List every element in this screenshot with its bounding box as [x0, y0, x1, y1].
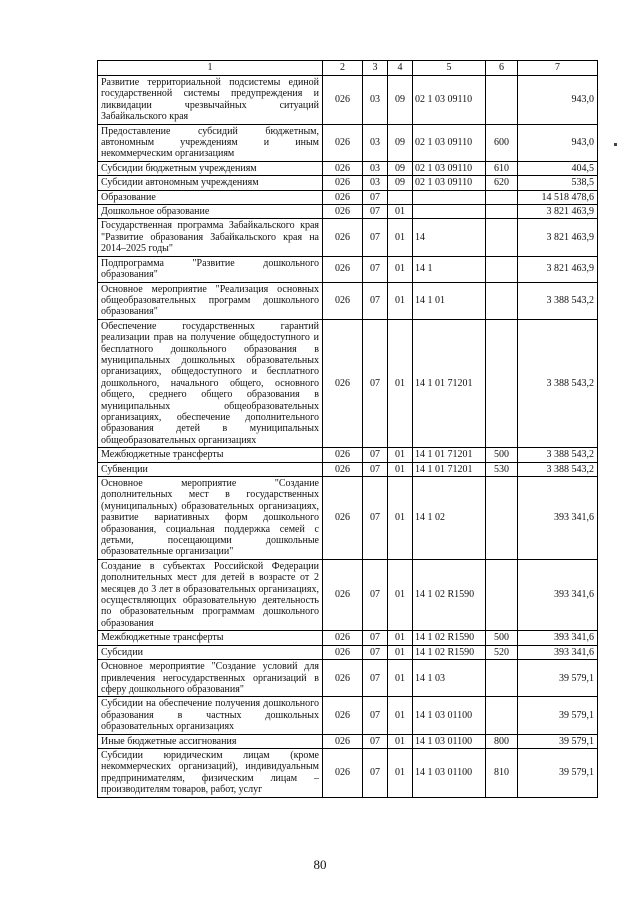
- row-amount: 393 341,6: [518, 477, 598, 560]
- row-target-article: 14 1 02 R1590: [413, 559, 486, 630]
- row-grbs-code: 026: [323, 462, 363, 476]
- table-row: [98, 462, 598, 476]
- table-row: [98, 748, 598, 797]
- row-amount: 943,0: [518, 124, 598, 161]
- row-amount: 393 341,6: [518, 645, 598, 659]
- row-section-code: 07: [363, 477, 388, 560]
- row-target-article: 14 1 01 71201: [413, 462, 486, 476]
- header-col-1: 1: [98, 61, 323, 76]
- row-subsection-code: 01: [388, 697, 413, 734]
- row-grbs-code: 026: [323, 660, 363, 697]
- row-subsection-code: 01: [388, 631, 413, 645]
- row-subsection-code: 01: [388, 748, 413, 797]
- row-name: Развитие территориальной подсистемы единой государственной системы предупреждения и ликвидации чрезвычайных ситуаций Забайкальского края: [98, 76, 323, 125]
- table-row: [98, 124, 598, 161]
- row-expense-type: [486, 219, 518, 256]
- row-subsection-code: 09: [388, 161, 413, 175]
- row-name: Основное мероприятие "Создание дополнительных мест в государственных (муниципальных) образовательных организациях, развитие вариативных форм дошкольного образования, социальная поддержка семей с детьми, посещающими дошкольные образовательные организации": [98, 477, 323, 560]
- header-col-4: 4: [388, 61, 413, 76]
- row-grbs-code: 026: [323, 161, 363, 175]
- row-grbs-code: 026: [323, 477, 363, 560]
- row-target-article: 14 1 01 71201: [413, 448, 486, 462]
- row-grbs-code: 026: [323, 205, 363, 219]
- row-grbs-code: 026: [323, 448, 363, 462]
- row-amount: 538,5: [518, 176, 598, 190]
- row-grbs-code: 026: [323, 256, 363, 282]
- row-section-code: 07: [363, 660, 388, 697]
- row-name: Субсидии на обеспечение получения дошкольного образования в частных дошкольных образовательных организациях: [98, 697, 323, 734]
- table-row: [98, 477, 598, 560]
- row-section-code: 03: [363, 76, 388, 125]
- row-grbs-code: 026: [323, 697, 363, 734]
- row-grbs-code: 026: [323, 124, 363, 161]
- row-amount: 943,0: [518, 76, 598, 125]
- row-amount: 404,5: [518, 161, 598, 175]
- header-row: [98, 61, 598, 76]
- row-name: Государственная программа Забайкальского края "Развитие образования Забайкальского края на 2014–2025 годы": [98, 219, 323, 256]
- row-subsection-code: 01: [388, 205, 413, 219]
- row-target-article: 14 1 02 R1590: [413, 631, 486, 645]
- row-target-article: 14 1 03 01100: [413, 697, 486, 734]
- row-target-article: 14 1 03 01100: [413, 748, 486, 797]
- row-amount: 39 579,1: [518, 660, 598, 697]
- row-subsection-code: 01: [388, 462, 413, 476]
- row-amount: 3 821 463,9: [518, 256, 598, 282]
- row-section-code: 07: [363, 645, 388, 659]
- row-name: Межбюджетные трансферты: [98, 448, 323, 462]
- row-name: Образование: [98, 190, 323, 204]
- row-target-article: 14 1 03: [413, 660, 486, 697]
- row-expense-type: [486, 319, 518, 447]
- row-subsection-code: 01: [388, 319, 413, 447]
- table-body: [98, 76, 598, 798]
- row-expense-type: 620: [486, 176, 518, 190]
- row-expense-type: [486, 697, 518, 734]
- table-row: [98, 697, 598, 734]
- row-name: Межбюджетные трансферты: [98, 631, 323, 645]
- table-row: [98, 559, 598, 630]
- row-section-code: 07: [363, 219, 388, 256]
- row-target-article: 02 1 03 09110: [413, 161, 486, 175]
- row-name: Субсидии: [98, 645, 323, 659]
- header-col-5: 5: [413, 61, 486, 76]
- table-row: [98, 319, 598, 447]
- table-row: [98, 256, 598, 282]
- row-target-article: 14 1 01 71201: [413, 319, 486, 447]
- row-expense-type: 530: [486, 462, 518, 476]
- row-amount: 3 388 543,2: [518, 282, 598, 319]
- row-target-article: 02 1 03 09110: [413, 176, 486, 190]
- row-section-code: 07: [363, 697, 388, 734]
- row-target-article: 14 1 03 01100: [413, 734, 486, 748]
- table-header: [98, 61, 598, 76]
- row-name: Основное мероприятие "Создание условий для привлечения негосударственных организаций в сферу дошкольного образования": [98, 660, 323, 697]
- row-target-article: 02 1 03 09110: [413, 124, 486, 161]
- row-section-code: 07: [363, 319, 388, 447]
- row-expense-type: [486, 76, 518, 125]
- row-target-article: [413, 205, 486, 219]
- row-amount: 3 388 543,2: [518, 319, 598, 447]
- row-expense-type: [486, 559, 518, 630]
- row-subsection-code: 01: [388, 219, 413, 256]
- row-amount: 3 821 463,9: [518, 205, 598, 219]
- row-subsection-code: 01: [388, 559, 413, 630]
- header-col-6: 6: [486, 61, 518, 76]
- row-subsection-code: 09: [388, 176, 413, 190]
- row-grbs-code: 026: [323, 748, 363, 797]
- row-subsection-code: 09: [388, 124, 413, 161]
- header-col-7: 7: [518, 61, 598, 76]
- row-amount: 39 579,1: [518, 748, 598, 797]
- row-amount: 393 341,6: [518, 631, 598, 645]
- row-target-article: [413, 190, 486, 204]
- row-section-code: 03: [363, 124, 388, 161]
- table-row: [98, 190, 598, 204]
- row-expense-type: 610: [486, 161, 518, 175]
- row-amount: 39 579,1: [518, 734, 598, 748]
- row-section-code: 03: [363, 176, 388, 190]
- row-section-code: 07: [363, 256, 388, 282]
- row-expense-type: 520: [486, 645, 518, 659]
- header-col-3: 3: [363, 61, 388, 76]
- row-grbs-code: 026: [323, 176, 363, 190]
- row-subsection-code: 01: [388, 660, 413, 697]
- row-section-code: 07: [363, 559, 388, 630]
- row-amount: 39 579,1: [518, 697, 598, 734]
- row-section-code: 07: [363, 282, 388, 319]
- table-row: [98, 631, 598, 645]
- row-amount: 3 821 463,9: [518, 219, 598, 256]
- row-expense-type: 800: [486, 734, 518, 748]
- row-target-article: 14 1 02: [413, 477, 486, 560]
- row-subsection-code: [388, 190, 413, 204]
- row-name: Предоставление субсидий бюджетным, автономным учреждениям и иным некоммерческим организациям: [98, 124, 323, 161]
- row-amount: 3 388 543,2: [518, 462, 598, 476]
- row-subsection-code: 01: [388, 477, 413, 560]
- row-subsection-code: 01: [388, 734, 413, 748]
- row-grbs-code: 026: [323, 319, 363, 447]
- row-expense-type: [486, 477, 518, 560]
- table-row: [98, 448, 598, 462]
- row-subsection-code: 01: [388, 645, 413, 659]
- budget-table: [97, 60, 598, 798]
- row-expense-type: 600: [486, 124, 518, 161]
- table-row: [98, 76, 598, 125]
- margin-dot: [614, 143, 617, 146]
- row-name: Обеспечение государственных гарантий реализации прав на получение общедоступного и бесплатного дошкольного образования в муниципальных дошкольных образовательных организациях, общедоступного и бесплатного дошкольного, начального общего, основного общего, среднего общего образования в муниципальных общеобразовательных организациях, обеспечение дополнительного образования детей в муниципальных общеобразовательных организациях: [98, 319, 323, 447]
- row-section-code: 07: [363, 448, 388, 462]
- row-section-code: 07: [363, 734, 388, 748]
- row-subsection-code: 01: [388, 256, 413, 282]
- row-grbs-code: 026: [323, 734, 363, 748]
- row-name: Субсидии юридическим лицам (кроме некоммерческих организаций), индивидуальным предпринимателям, физическим лицам – производителям товаров, работ, услуг: [98, 748, 323, 797]
- row-grbs-code: 026: [323, 282, 363, 319]
- row-subsection-code: 01: [388, 448, 413, 462]
- row-name: Создание в субъектах Российской Федерации дополнительных мест для детей в возрасте от 2 месяцев до 3 лет в образовательных организациях, осуществляющих образовательную деятельность по образовательным программам дошкольного образования: [98, 559, 323, 630]
- row-section-code: 07: [363, 631, 388, 645]
- table-row: [98, 645, 598, 659]
- row-grbs-code: 026: [323, 631, 363, 645]
- row-target-article: 14 1: [413, 256, 486, 282]
- row-subsection-code: 01: [388, 282, 413, 319]
- row-name: Субвенции: [98, 462, 323, 476]
- row-target-article: 14 1 01: [413, 282, 486, 319]
- row-target-article: 02 1 03 09110: [413, 76, 486, 125]
- row-grbs-code: 026: [323, 559, 363, 630]
- table-row: [98, 734, 598, 748]
- row-amount: 14 518 478,6: [518, 190, 598, 204]
- row-expense-type: [486, 205, 518, 219]
- row-section-code: 07: [363, 205, 388, 219]
- row-amount: 3 388 543,2: [518, 448, 598, 462]
- table-row: [98, 176, 598, 190]
- row-grbs-code: 026: [323, 190, 363, 204]
- row-grbs-code: 026: [323, 219, 363, 256]
- row-expense-type: [486, 282, 518, 319]
- row-target-article: 14: [413, 219, 486, 256]
- row-expense-type: 500: [486, 631, 518, 645]
- row-section-code: 07: [363, 462, 388, 476]
- table-row: [98, 205, 598, 219]
- row-amount: 393 341,6: [518, 559, 598, 630]
- row-grbs-code: 026: [323, 76, 363, 125]
- header-col-2: 2: [323, 61, 363, 76]
- row-name: Иные бюджетные ассигнования: [98, 734, 323, 748]
- row-section-code: 07: [363, 748, 388, 797]
- row-name: Основное мероприятие "Реализация основных общеобразовательных программ дошкольного образования": [98, 282, 323, 319]
- page-number: 80: [313, 857, 327, 872]
- row-name: Субсидии бюджетным учреждениям: [98, 161, 323, 175]
- row-target-article: 14 1 02 R1590: [413, 645, 486, 659]
- row-grbs-code: 026: [323, 645, 363, 659]
- row-subsection-code: 09: [388, 76, 413, 125]
- row-expense-type: 810: [486, 748, 518, 797]
- table-row: [98, 219, 598, 256]
- table-row: [98, 282, 598, 319]
- row-name: Субсидии автономным учреждениям: [98, 176, 323, 190]
- table-row: [98, 660, 598, 697]
- table-row: [98, 161, 598, 175]
- row-expense-type: [486, 256, 518, 282]
- row-expense-type: 500: [486, 448, 518, 462]
- row-expense-type: [486, 190, 518, 204]
- row-section-code: 07: [363, 190, 388, 204]
- row-name: Подпрограмма "Развитие дошкольного образования": [98, 256, 323, 282]
- row-section-code: 03: [363, 161, 388, 175]
- row-name: Дошкольное образование: [98, 205, 323, 219]
- row-expense-type: [486, 660, 518, 697]
